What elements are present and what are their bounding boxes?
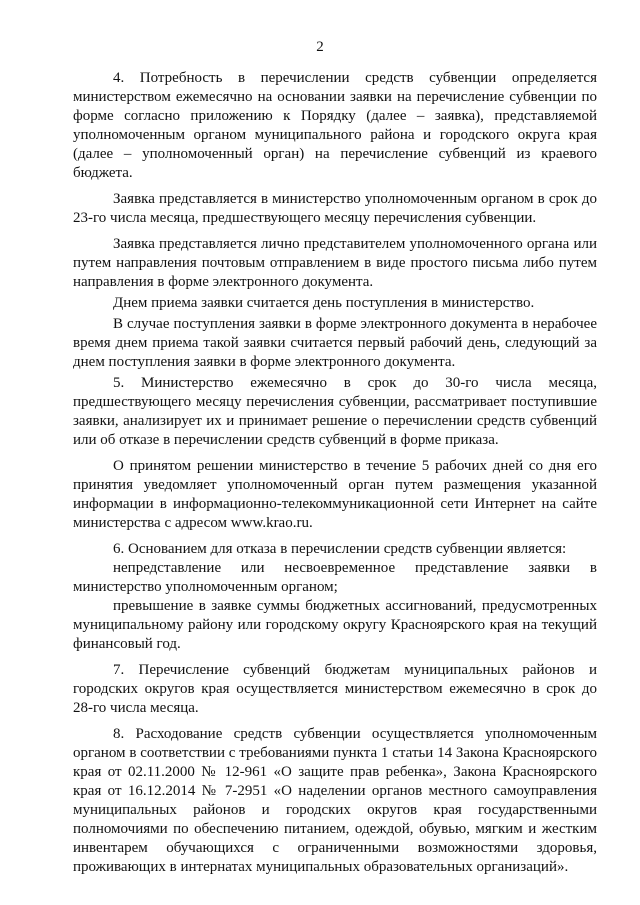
paragraph-8: 8. Расходование средств субвенции осуществляется уполномоченным органом в соответствии с требованиями пункта 1 статьи 14 Закона Красноярского края от 02.11.2000 № 12-961 «О защите прав ребенка», Закона Красноярского края от 16.12.2014 № 7-2951 «О наделении органов местного самоуправления муниципальных районов и городских округов края государственными полномочиями по обеспечению питанием, одеждой, обувью, мягким и жестким инвентарем обучающихся с ограниченными возможностями здоровья, проживающих в интернатах муниципальных образовательных организаций». <box>73 726 597 875</box>
paragraph-application-deadline: Заявка представляется в министерство уполномоченным органом в срок до 23-го числа месяца, предшествующего месяцу перечисления субвенции. <box>73 191 597 226</box>
page-number: 2 <box>316 39 324 55</box>
paragraph-refusal-reason-2: превышение в заявке суммы бюджетных ассигнований, предусмотренных муниципальному району или городскому округу Красноярского края на текущий финансовый год. <box>73 598 597 652</box>
paragraph-4: 4. Потребность в перечислении средств субвенции определяется министерством ежемесячно на основании заявки на перечисление субвенции по форме согласно приложению к Порядку (далее – заявка), представляемой уполномоченным органом муниципального района и городского округа края (далее – уполномоченный орган) на перечисление субвенций из краевого бюджета. <box>73 70 597 181</box>
paragraph-7: 7. Перечисление субвенций бюджетам муниципальных районов и городских округов края осуществляется министерством ежемесячно в срок до 28-го числа месяца. <box>73 662 597 716</box>
paragraph-application-receipt-date: Днем приема заявки считается день поступления в министерство. <box>113 295 535 311</box>
paragraph-application-delivery: Заявка представляется лично представителем уполномоченного органа или путем направления почтовым отправлением в виде простого письма либо путем направления в форме электронного документа. <box>73 236 597 290</box>
paragraph-5: 5. Министерство ежемесячно в срок до 30-го числа месяца, предшествующего месяцу перечисления субвенции, рассматривает поступившие заявки, анализирует их и принимает решение о перечислении средств субвенций или об отказе в перечислении средств субвенций в форме приказа. <box>73 375 597 448</box>
paragraph-electronic-application: В случае поступления заявки в форме электронного документа в нерабочее время днем приема такой заявки считается первый рабочий день, следующий за днем поступления заявки в форме электронного документа. <box>73 316 597 370</box>
document-body <box>73 69 597 877</box>
paragraph-refusal-reason-1: непредставление или несвоевременное представление заявки в министерство уполномоченным органом; <box>73 560 597 595</box>
paragraph-decision-notice: О принятом решении министерство в течение 5 рабочих дней со дня его принятия уведомляет уполномоченный орган путем размещения указанной информации в информационно-телекоммуникационной сети Интернет на сайте министерства с адресом www.krao.ru. <box>73 458 597 531</box>
paragraph-6: 6. Основанием для отказа в перечислении средств субвенции является: <box>113 541 567 557</box>
